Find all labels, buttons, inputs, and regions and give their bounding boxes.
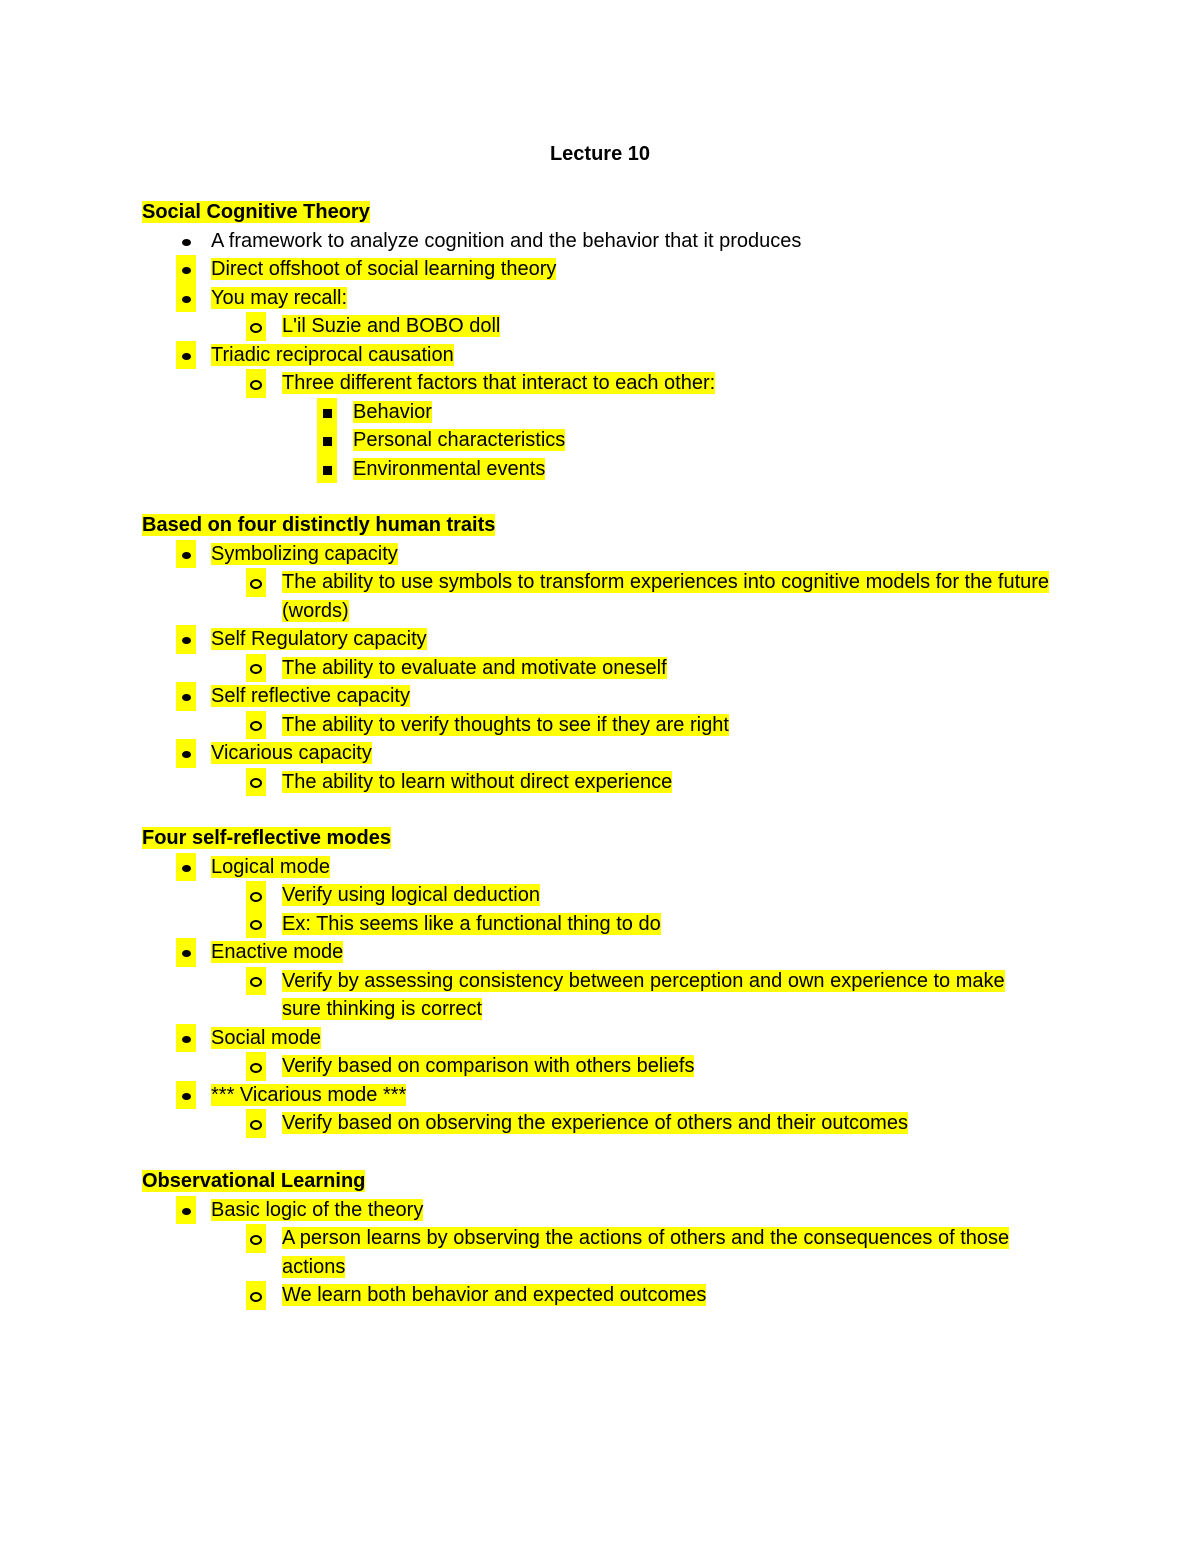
section-human-traits — [142, 511, 1102, 796]
circle-bullet-icon — [246, 568, 266, 597]
sub-list-item-text: Ex: This seems like a functional thing to do — [282, 912, 661, 935]
disc-bullet-icon — [176, 1024, 196, 1053]
sub-list-item — [142, 967, 1102, 1024]
sub-list-item — [142, 881, 1102, 910]
sub-list-item-text: Verify based on observing the experience of others and their outcomes — [282, 1112, 908, 1134]
disc-bullet-icon — [176, 739, 196, 768]
list-item — [142, 1024, 1102, 1053]
section-observational-learning — [142, 1167, 1102, 1310]
sub-list-item-text: L'il Suzie and BOBO doll — [282, 315, 501, 337]
list-item — [142, 739, 1102, 768]
sub-list-item-text: We learn both behavior and expected outcomes — [282, 1284, 707, 1306]
circle-bullet-icon — [246, 1224, 266, 1253]
list-item — [142, 540, 1102, 569]
sub-list-item — [142, 768, 1102, 797]
disc-bullet-icon — [176, 540, 196, 569]
list-item — [142, 853, 1102, 882]
sub-list-item-text: Three different factors that interact to each other: — [282, 372, 716, 394]
sub-list-item-text: Verify by assessing consistency between perception and own experience to make sure thinking is correct — [282, 969, 1005, 1020]
disc-bullet-icon — [176, 284, 196, 313]
sub-sub-list-item-text: Behavior — [353, 400, 432, 423]
bullet-list — [142, 540, 1102, 797]
sub-list-item-text: The ability to learn without direct experience — [282, 770, 673, 793]
square-bullet-icon — [317, 455, 337, 484]
circle-bullet-icon — [246, 768, 266, 797]
circle-bullet-icon — [246, 881, 266, 910]
list-item-text: Logical mode — [211, 855, 330, 878]
sub-list-item-text: Verify based on comparison with others beliefs — [282, 1055, 695, 1077]
circle-bullet-icon — [246, 1109, 266, 1138]
disc-bullet-icon — [176, 341, 196, 370]
list-item-text: *** Vicarious mode *** — [211, 1083, 407, 1106]
list-item-text: Triadic reciprocal causation — [211, 343, 454, 366]
square-bullet-icon — [317, 426, 337, 455]
sub-list-item-text: Verify using logical deduction — [282, 884, 540, 906]
page-title: Lecture 10 — [549, 143, 651, 165]
circle-bullet-icon — [246, 967, 266, 996]
sub-list-item — [142, 568, 1102, 625]
section-self-reflective-modes — [142, 824, 1102, 1138]
list-item — [142, 227, 1102, 256]
disc-bullet-icon — [176, 682, 196, 711]
list-item — [142, 938, 1102, 967]
list-item — [142, 284, 1102, 313]
sub-list-item — [142, 1281, 1102, 1310]
list-item-text: A framework to analyze cognition and the behavior that it produces — [211, 229, 802, 252]
list-item-text: Social mode — [211, 1026, 322, 1049]
sub-sub-list-item-text: Environmental events — [353, 457, 546, 480]
sub-sub-list-item — [142, 398, 1102, 427]
bullet-list — [142, 853, 1102, 1138]
list-item — [142, 1196, 1102, 1225]
disc-bullet-icon — [176, 853, 196, 882]
list-item-text: Self Regulatory capacity — [211, 628, 427, 650]
section-heading: Four self-reflective modes — [142, 827, 391, 849]
section-heading: Social Cognitive Theory — [142, 201, 370, 223]
list-item-text: Self reflective capacity — [211, 685, 410, 707]
circle-bullet-icon — [246, 369, 266, 398]
section-heading: Based on four distinctly human traits — [142, 514, 496, 536]
sub-list-item — [142, 910, 1102, 939]
sub-list-item — [142, 711, 1102, 740]
list-item — [142, 625, 1102, 654]
list-item-text: Basic logic of the theory — [211, 1198, 424, 1221]
disc-bullet-icon — [176, 1081, 196, 1110]
sub-list-item — [142, 1224, 1102, 1281]
square-bullet-icon — [317, 398, 337, 427]
sub-list-item-text: The ability to evaluate and motivate oneself — [282, 656, 667, 679]
disc-bullet-icon — [176, 625, 196, 654]
disc-bullet-icon — [176, 1196, 196, 1225]
disc-bullet-icon — [176, 938, 196, 967]
sub-sub-list-item — [142, 455, 1102, 484]
circle-bullet-icon — [246, 1281, 266, 1310]
list-item-text: Direct offshoot of social learning theory — [211, 258, 557, 280]
disc-bullet-icon — [176, 227, 196, 256]
sub-list-item — [142, 654, 1102, 683]
sub-list-item-text: A person learns by observing the actions of others and the consequences of those actions — [282, 1227, 1010, 1278]
list-item — [142, 1081, 1102, 1110]
circle-bullet-icon — [246, 1052, 266, 1081]
circle-bullet-icon — [246, 711, 266, 740]
sub-list-item — [142, 1052, 1102, 1081]
list-item-text: Symbolizing capacity — [211, 542, 398, 565]
list-item — [142, 341, 1102, 370]
sub-list-item-text: The ability to use symbols to transform experiences into cognitive models for the future (words) — [282, 571, 1050, 622]
sub-sub-list-item-text: Personal characteristics — [353, 429, 566, 451]
sub-list-item-text: The ability to verify thoughts to see if they are right — [282, 713, 729, 736]
circle-bullet-icon — [246, 910, 266, 939]
bullet-list — [142, 1196, 1102, 1310]
list-item — [142, 255, 1102, 284]
sub-list-item — [142, 1109, 1102, 1138]
sub-list-item — [142, 369, 1102, 398]
section-heading: Observational Learning — [142, 1170, 366, 1192]
list-item-text: Vicarious capacity — [211, 742, 372, 764]
disc-bullet-icon — [176, 255, 196, 284]
sub-list-item — [142, 312, 1102, 341]
circle-bullet-icon — [246, 312, 266, 341]
list-item-text: You may recall: — [211, 286, 347, 309]
list-item — [142, 682, 1102, 711]
bullet-list — [142, 227, 1102, 484]
circle-bullet-icon — [246, 654, 266, 683]
sub-sub-list-item — [142, 426, 1102, 455]
section-social-cognitive-theory — [142, 198, 1102, 483]
list-item-text: Enactive mode — [211, 941, 344, 963]
